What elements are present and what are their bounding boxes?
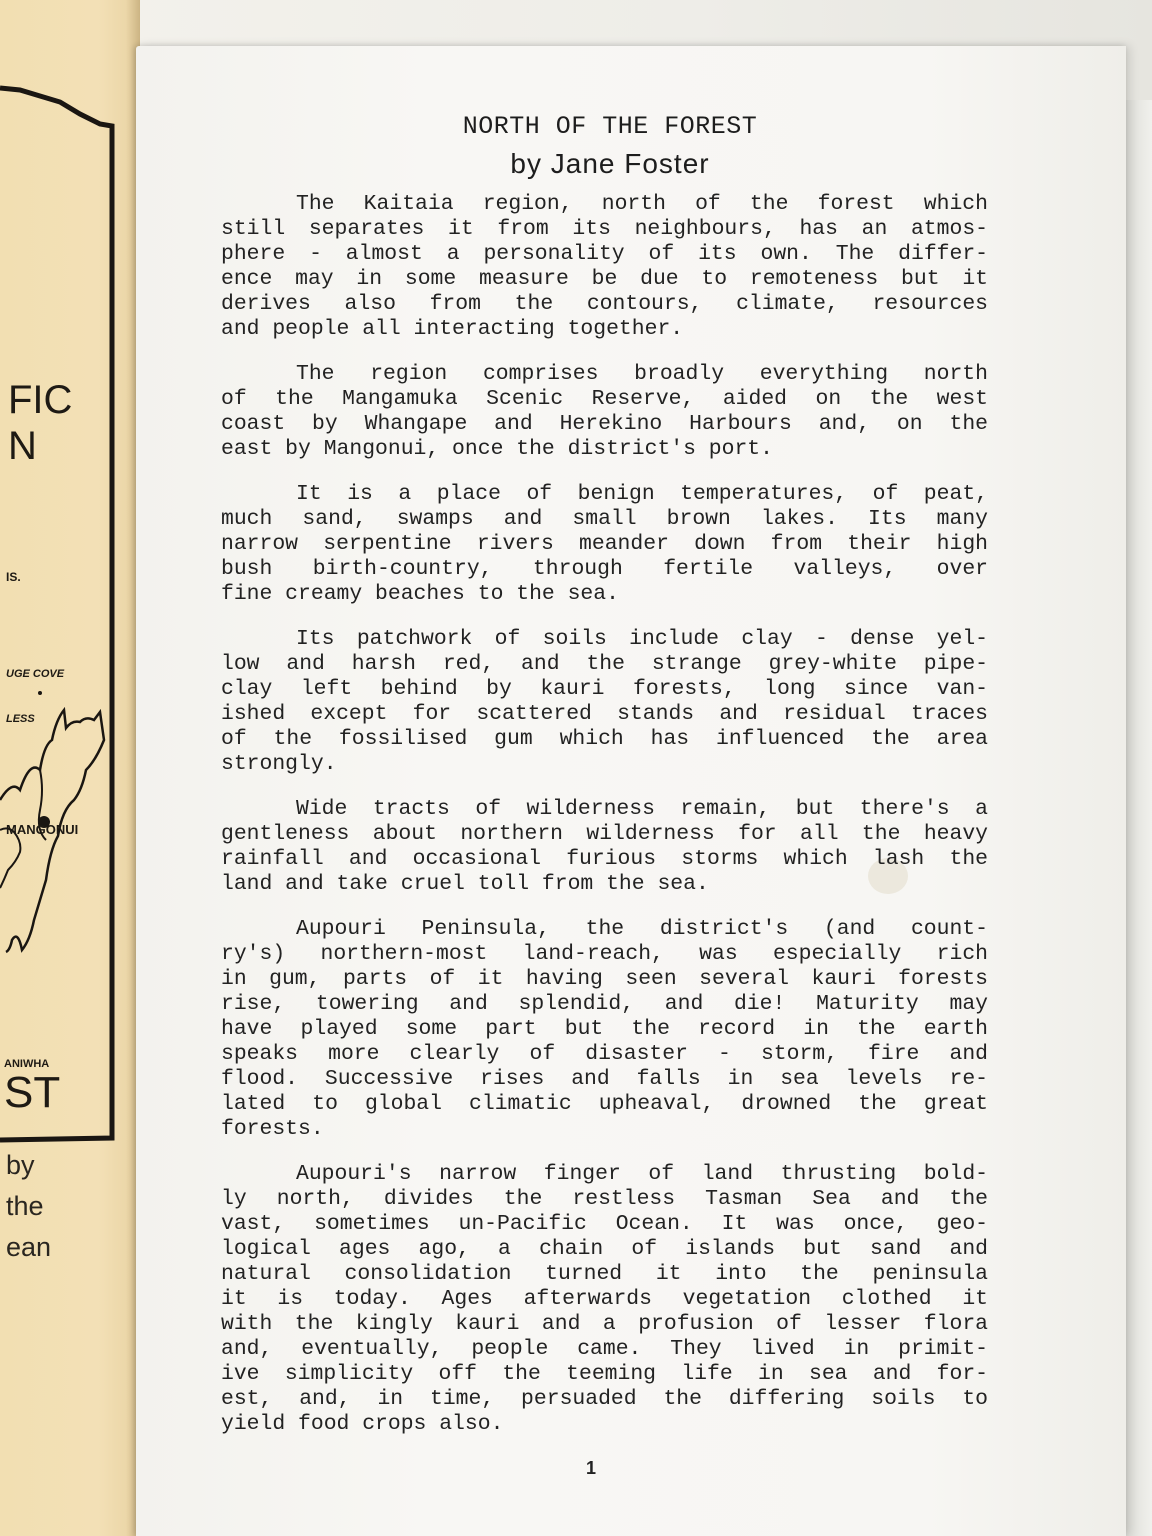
map-label-mangonui: MANGONUI <box>6 822 79 837</box>
map-label-coast: ST <box>4 1068 61 1117</box>
paragraph <box>221 1162 988 1437</box>
text-line: and, eventually, people came. They lived in primit- <box>221 1337 988 1361</box>
text-line: land and take cruel toll from the sea. <box>221 872 709 896</box>
paragraph <box>221 192 988 342</box>
article-byline: by Jane Foster <box>510 148 710 179</box>
text-line: Wide tracts of wilderness remain, but there's a <box>296 797 988 821</box>
text-line: fine creamy beaches to the sea. <box>221 582 619 606</box>
page-stack-edge <box>1124 100 1152 1536</box>
text-line: east by Mangonui, once the district's port. <box>221 437 773 461</box>
paragraph <box>221 482 988 607</box>
left-caption-line-3: ean <box>6 1232 52 1262</box>
map-label-aniwha: ANIWHA <box>4 1058 50 1070</box>
page-number: 1 <box>586 1458 597 1478</box>
paragraph <box>221 797 988 897</box>
text-line: yield food crops also. <box>221 1412 504 1436</box>
text-line: have played some part but the record in the earth <box>221 1017 988 1041</box>
text-line: strongly. <box>221 752 337 776</box>
text-line: of the fossilised gum which has influenced the area <box>221 727 988 751</box>
text-line: forests. <box>221 1117 324 1141</box>
text-line: est, and, in time, persuaded the differing soils to <box>221 1387 988 1411</box>
map-label-pacific: FIC <box>8 378 73 422</box>
text-line: speaks more clearly of disaster - storm, fire and <box>221 1042 988 1066</box>
text-line: bush birth-country, through fertile valleys, over <box>221 557 988 581</box>
text-line: clay left behind by kauri forests, long since van- <box>221 677 988 701</box>
text-line: ive simplicity off the teeming life in sea and for- <box>221 1362 988 1386</box>
coast-inlet <box>0 828 20 888</box>
text-line: Aupouri's narrow finger of land thrusting bold- <box>296 1162 988 1186</box>
text-line: gentleness about northern wilderness for all the heavy <box>221 822 988 846</box>
text-line: lated to global climatic upheaval, drowned the great <box>221 1092 988 1116</box>
text-line: phere - almost a personality of its own. The differ- <box>221 242 988 266</box>
map-fragment <box>0 0 140 1536</box>
left-caption-line-1: by <box>6 1150 35 1180</box>
text-line: rainfall and occasional furious storms which lash the <box>221 847 988 871</box>
text-line: derives also from the contours, climate, resources <box>221 292 988 316</box>
text-line: coast by Whangape and Herekino Harbours and, on the <box>221 412 988 436</box>
facing-page <box>0 0 140 1536</box>
place-dot <box>38 691 42 695</box>
text-line: with the kingly kauri and a profusion of lesser flora <box>221 1312 988 1336</box>
text-line: in gum, parts of it having seen several kauri forests <box>221 967 988 991</box>
text-line: much sand, swamps and small brown lakes. Its many <box>221 507 988 531</box>
text-line: ished except for scattered stands and residual traces <box>221 702 988 726</box>
text-line: It is a place of benign temperatures, of peat, <box>296 482 988 506</box>
text-line: natural consolidation turned it into the peninsula <box>221 1262 988 1286</box>
text-line: narrow serpentine rivers meander down from their high <box>221 532 988 556</box>
article-body <box>221 192 988 1457</box>
text-line: The region comprises broadly everything north <box>296 362 988 386</box>
text-line: vast, sometimes un-Pacific Ocean. It was once, geo- <box>221 1212 988 1236</box>
text-line: it is today. Ages afterwards vegetation clothed it <box>221 1287 988 1311</box>
text-line: and people all interacting together. <box>221 317 684 341</box>
article-title: NORTH OF THE FOREST <box>462 112 758 141</box>
text-line: of the Mangamuka Scenic Reserve, aided on the west <box>221 387 988 411</box>
map-label-less: LESS <box>6 713 35 725</box>
text-line: ence may in some measure be due to remoteness but it <box>221 267 988 291</box>
left-caption-line-2: the <box>6 1191 44 1221</box>
text-line: rise, towering and splendid, and die! Maturity may <box>221 992 988 1016</box>
text-line: ly north, divides the restless Tasman Sea and the <box>221 1187 988 1211</box>
text-line: still separates it from its neighbours, has an atmos- <box>221 217 988 241</box>
map-label-ocean: N <box>8 424 37 468</box>
text-line: The Kaitaia region, north of the forest which <box>296 192 988 216</box>
paragraph <box>221 362 988 462</box>
text-line: low and harsh red, and the strange grey-white pipe- <box>221 652 988 676</box>
text-line: Aupouri Peninsula, the district's (and count- <box>296 917 988 941</box>
map-frame <box>0 88 112 1140</box>
text-line: flood. Successive rises and falls in sea levels re- <box>221 1067 988 1091</box>
text-line: ry's) northern-most land-reach, was especially rich <box>221 942 988 966</box>
paragraph <box>221 917 988 1142</box>
map-label-cove: UGE COVE <box>6 668 65 680</box>
paragraph <box>221 627 988 777</box>
text-line: Its patchwork of soils include clay - dense yel- <box>296 627 988 651</box>
map-label-is: IS. <box>6 570 21 584</box>
text-line: logical ages ago, a chain of islands but sand and <box>221 1237 988 1261</box>
